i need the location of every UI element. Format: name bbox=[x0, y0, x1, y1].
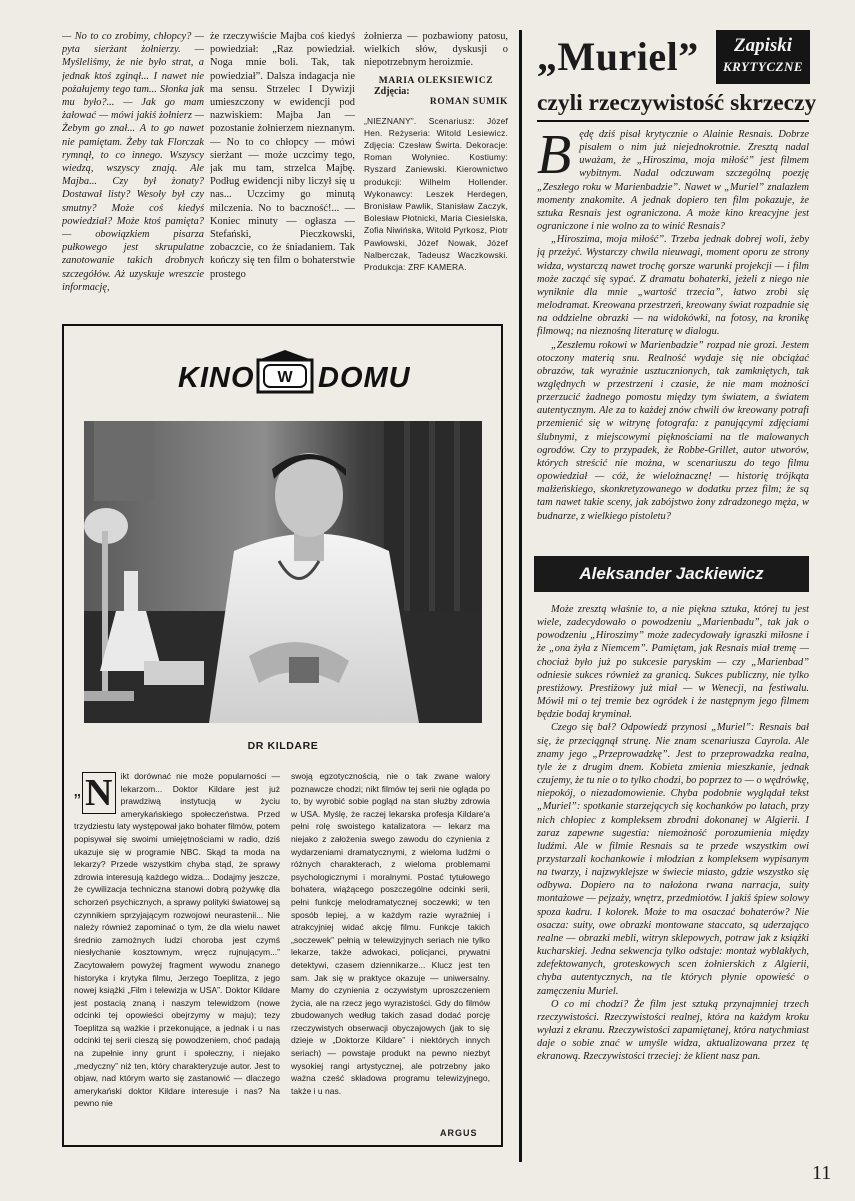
review-part2 bbox=[537, 603, 809, 1161]
argus-signature: ARGUS bbox=[440, 1128, 478, 1138]
badge-line-2: KRYTYCZNE bbox=[722, 59, 804, 74]
drop-cap-b: B bbox=[537, 128, 572, 186]
kino-col1: „ N ikt dorównać nie może popularności — lekarzom... Doktor Kildare jest już prawdziwą instytucją w życiu amerykańskiego społeczeństwa. Przed trzydziestu laty występował jako bohater filmów, potem popisywał się swoimi umiejętnościami w radio, dziś ukazuje się w programie NBC. Skąd ta moda na lekarzy? Przede wszystkim chyba stąd, że sprawy zdrowia interesują każdego widza... Dodajmy jeszcze, że cywilizacja techniczna stanowi dobrą pożywkę dla schorzeń psychicznych, a sprawy polityki światowej są czynnikiem sprzyjającym rozwojowi neurastenii... Nie należy również zapominać o tym, że dla wielu nawet średnio zamożnych ludzi choroba jest czymś niesłychanie kosztownym, wręcz rujnującym...” Zacytowałem powyżej fragment wywodu znanego historyka i krytyka filmu, Jerzego Toeplitza, z jego nowej książki „Film i telewizja w USA”. Doktor Kildare jest postacią znaną i naszym telewidzom (nowe odcinki tej opowieści obejrzymy w maju); tezy Toeplitza są ważkie i przekonujące, a jednak i u nas odcinki tej serii cieszą się powodzeniem, choć padają na zupełnie inny grunt i społeczny, i niejako „medyczny” niż ten, który charakteryzuje autor. Jest to objaw, nad którym warto się zastanowić — dlaczego amerykański doktor Kildare interesuje i nas? Na pewno nie bbox=[74, 771, 280, 1109]
kino-col1-text: ikt dorównać nie może popularności — lekarzom... Doktor Kildare jest już prawdziwą instytucją w życiu amerykańskiego społeczeństwa. Przed trzydziestu laty występował jako bohater filmów, potem popisywał się swoimi umiejętnościami w radio, dziś ukazuje się w programie NBC. Skąd ta moda na lekarzy? Przede wszystkim chyba stąd, że sprawy zdrowia interesują każdego widza... Dodajmy jeszcze, że cywilizacja techniczna stanowi dobrą pożywkę dla schorzeń psychicznych, a sprawy polityki światowej są czynnikiem sprzyjającym rozwojowi neurastenii... Nie należy również zapominać o tym, że dla wielu nawet średnio zamożnych ludzi choroba jest czymś niesłychanie kosztownym, wręcz rujnującym...” Zacytowałem powyżej fragment wywodu znanego historyka i krytyka filmu, Jerzego Toeplitza, z jego nowej książki „Film i telewizja w USA”. Doktor Kildare jest postacią znaną i naszym telewidzom (nowe odcinki tej opowieści obejrzymy w maju); tezy Toeplitza są ważkie i przekonujące, a jednak i u nas odcinki tej serii cieszą się powodzeniem, choć padają na zupełnie inny grunt i społeczny, i niejako „medyczny” niż ten, który charakteryzuje autor. Jest to objaw, nad którym warto się zastanowić — dlaczego amerykański doktor Kildare interesuje i nas? Na pewno nie bbox=[74, 771, 280, 1109]
kino-header bbox=[160, 348, 410, 396]
review-p1: ędę dziś pisał krytycznie o Alainie Resnais. Dobrze pisałem o nim już niejednokrotnie. Zresztą nadal uważam, że „Hiroszima, moja miłość” jest filmem wybitnym. Nadal odczuwam szczególną poezję „Zeszłego roku w Marienbadzie”. Nawet w „Muriel” znalazłem momenty znakomite. A jednak dopiero ten film pokazuje, że sztuka Resnais jest ograniczona. A może kino kreacyjne jest ograniczone i nie wolno za to winić Resnais? bbox=[537, 129, 809, 233]
review-p5: Czego się bał? Odpowiedź przynosi „Muriel”: Resnais bał się, że przeciągnął strunę. Nie znam scenariusza Cayrola. Ale znamy jego „Przeprowadzkę”. Jest to przeprowadzka realna, tyle że z drugim dnem. Kobieta zmienia mieszkanie, jednak czujemy, że tu nie o to tylko chodzi, bo poprzez to — o wędrówkę, niepokój, o niezadomowienie. Chyba podobnie wyglądał tekst „Muriel”: spotkanie starzejących się kochanków po latach, przy nich chłopiec z kompleksem zbrodni dokonanej w Algierii. I zaraz zapewne sugestia: niemożność porozumienia między ludźmi. Ale w filmie Resnais sa te przede wszystkim owi przystarzali kochankowie i młodzian z kompleksem wypisanym na twarzy, i najzwyklejsze w świecie miasto, gdzie wszystko się odbywa. Dopiero na to nałożona rwana narracja, suity montażowe — pejzaży, wnętrz, przedmiotów. I jakiś śpiew solowy spoza kadru. I kolorek. Może to ma osaczać bohaterów? Nie osacza: suity, owe obrazki montowane staccato, są uderzająco realne — obrazki mebli, witryn sklepowych, potraw jak z książki kucharskiej. Jedna sekwencja tylko odstaje: montaż wyblakłych, zdefektowanych, groteskowych scen żołnierskich z Algierii, chyba autentycznych, na tle których płynie opowieść o zamęczeniu Muriel. bbox=[537, 722, 809, 997]
article-end-col1-text: — No to co zrobimy, chłopcy? — pyta sierżant żołnierzy. — Myśleliśmy, że nie było strat, a jednak ktoś zginął... I nawet nie pożałujemy tego tam... Słonka jak mu było?... — Jak go mam żałować — mówi jakiś żołnierz — Żebym go znał... A to go nawet nie pamiętam. Żeby tak Florczak rymnął, to co innego. Wszyscy wiedzą, wszyscy znają. Ale Majba... Czy był żonaty? Dostawał listy? Wesoły był czy smutny? Może coś kiedyś powiedział? Może ktoś pamięta? — obowiązkiem pisarza pułkowego jest skrupulatne zanotowanie takich drobnych szczegółów. Aż uzyskuje wreszcie informację, bbox=[62, 31, 204, 293]
article-end-col1 bbox=[62, 30, 204, 312]
review-p2: „Hiroszima, moja miłość”. Trzeba jednak dobrej woli, żeby ją przeżyć. Wystarczy chwila nieuwagi, moment oporu ze strony widza, wystarczą nawet trochę gorsze warunki projekcji — i film może zacząć się sypać. Z dramatu bohaterki, jeżeli z niego nie wyniknie dla mnie „wartość trzecia”, łatwo zrobi się melodramat. Kreowana przestrzeń, kreowany świat rozpadnie się na oddzielne obrazki — na widokówki, na fotosy, na kronikę filmową; na nieznośną literaturę w dialogu. bbox=[537, 234, 809, 338]
review-p3: „Zeszłemu rokowi w Marienbadzie” rozpad nie grozi. Jestem otoczony materią snu. Realność wydaje się nie obciążać obrazów, tak wyraźnie usztucznionych, tak zamkniętych, tak względnych w przestrzeni i czasie, że nie mam możności przerzucić żadnego pomostu między tym światem, a światem autentycznym. Ale za to każdej znów chwili ów kreowany potrafi przemienić się w witrynę fotografa: z panującymi zdjęciami ślubnymi, z miejscowymi pięknościami na tle malowanych ogrodów. Czy to przypadek, że Robbe-Grillet, autor utworów, których streścić nie można, w scenariuszu do tego filmu opowiedział — cóż, że wielożnacznę! — historię trójkąta małżeńskiego, skonkretyzowanego w dodatku przez film; że są tam nawet takie sceny, jak zabójstwo żony zdradzonego męża, w budnarze, z wielkiego pistoletu? bbox=[537, 339, 809, 522]
photographer-name: ROMAN SUMIK bbox=[429, 96, 508, 107]
film-credits-text: „NIEZNANY”. Scenariusz: Józef Hen. Reżyseria: Witold Lesiewicz. Zdjęcia: Czesław Świrta. Dekoracje: Roman Wołyniec. Kostiumy: Ryszard Zaniewski. Kierownictwo produkcji: Wilhelm Hollender. Wykonawcy: Leszek Herdegen, Bronisław Pawlik, Stanisław Zaczyk, Bolesław Płotnicki, Maria Ciesielska, Zofia Niwińska, Witold Pyrkosz, Piotr Pawłowski, Józef Nowak, Józef Nalberczak, Tadeusz Waczkowski. Produkcja: ZRF KAMERA. bbox=[364, 115, 508, 273]
article-end-col2 bbox=[210, 30, 355, 312]
kino-header-right: DOMU bbox=[318, 362, 410, 394]
review-p4: Może zresztą właśnie to, a nie piękna sztuka, której tu jest wiele, zadecydowało o powodzeniu „Marienbadu”, tak jak o powodzeniu „Hiroszimy” może zadecydowały igraszki miłosne i że „ona żyła z Niemcem”. Pamiętam, jak Resnais miał tremę — chociaż było już po sukcesie paryskim — czy „Marienbad” odniesie sukces również za granicą. Sukces publiczny, nie tylko prestiżowy. Prestiżowy już miał — w Wenecji, na festiwalu. Mówił mi o tej tremie bez ogródek i że następnym jego filmem będzie bodaj kryminał. bbox=[537, 604, 809, 721]
author-banner: Aleksander Jackiewicz bbox=[534, 556, 809, 592]
kino-col2-text: swoją egzotycznością, nie o tak zwane walory poznawcze chodzi; nikt filmów tej serii nie ogląda po to, by wyrobić sobie pogląd na stan służby zdrowia w USA. Myślę, że raczej lekarska profesja Kildare'a pełni rolę swoistego katalizatora — lekarz ma niejako z założenia swego zawodu do czynienia z wydarzeniami dramatycznymi, z wieloma ludźmi o różnych charakterach, z wieloma problemami psychologicznymi i moralnymi. Postać tytułowego bohatera, wiążącego poszczególne odcinki serii, pełni funkcję melodramatycznej soczewki; w ten sposób lepiej, a w każdym razie wyraźniej i atrakcyjniej widać akcję filmu. Funkcje takich „soczewek” pełnią w telewizyjnych seriach nie tylko lekarze, także adwokaci, policjanci, prywatni detektywi, czasem dziennikarze... Klucz jest ten sam. Jak się w praktyce okazuje — uniwersalny. Mamy do czynienia z oczywistym uproszczeniem życia, ale na rzecz jego wyrazistości. Gdy do filmów zbudowanych według takich zasad dodać porcję rzeczywistych obserwacji obyczajowych (jak to się dzieje w „Doktorze Kildare” i niektórych innych seriach) — powstaje produkt na pewno niezbyt wysokiej rangi artystycznej, ale potrzebny jako ważna cześć składowa programu telewizyjnego, także i u nas. bbox=[291, 771, 490, 1096]
badge-line-1: Zapiski bbox=[733, 35, 793, 56]
drop-cap-n: N bbox=[82, 772, 116, 814]
review-subtitle: czyli rzeczywistość skrzeczy bbox=[537, 90, 817, 116]
kino-header-mid: W bbox=[277, 369, 293, 386]
author-name: MARIA OLEKSIEWICZ bbox=[378, 75, 494, 86]
article-end-col3 bbox=[364, 30, 508, 320]
film-credits bbox=[364, 115, 508, 274]
title-underline bbox=[537, 120, 809, 122]
review-p6: O co mi chodzi? Że film jest sztuką przynajmniej trzech rzeczywistości. Rzeczywistości realnej, która na każdym kroku wyłazi z ekranu. Rzeczywistości zapamiętanej, która natychmiast daje o sobie znać w umyśle widza, aktualizowana przez tę ekranową. Rzeczywistości trzeciej: że klient nasz pan. bbox=[537, 998, 809, 1063]
review-part1 bbox=[537, 128, 809, 558]
tv-set-icon bbox=[258, 350, 312, 392]
article-end-col3-text: żołnierza — pozbawiony patosu, wielkich słów, dyskusji o niepotrzebnym heroizmie. bbox=[364, 31, 508, 69]
photo-caption: DR KILDARE bbox=[247, 740, 319, 752]
column-divider bbox=[519, 30, 522, 1162]
page-number: 11 bbox=[812, 1162, 832, 1184]
article-end-col2-text: że rzeczywiście Majba coś kiedyś powiedział: „Raz powiedział. Noga mnie boli. Tak, tak powiedział”. Dalsza indagacja nie ma sensu. Strzelec I Dywizji umieszczony w ewidencji pod nazwiskiem: Majba Jan — pozostanie żołnierzem nieznanym. — No to co chłopcy — mówi sierżant — może uczcimy tego, jak mu tam, strzelca Majbę. Podług ewidencji niby liczył się u nas... Uczcimy go minutą milczenia. No to baczność!... — Koniec minuty — ogłasza — Stefański, Pieczkowski, zobaczcie, co że śniadaniem. Tak kończy się ten film o bohaterstwie prostego bbox=[210, 31, 355, 280]
review-title: „Muriel” bbox=[537, 34, 699, 79]
dr-kildare-photo bbox=[84, 421, 482, 723]
kino-header-art bbox=[160, 348, 410, 396]
zapiski-krytyczne-badge bbox=[716, 30, 810, 84]
photos-label: Zdjęcia: bbox=[374, 85, 410, 97]
dr-kildare-photo-art bbox=[84, 421, 482, 723]
kino-col2 bbox=[291, 770, 490, 1120]
kino-header-left: KINO bbox=[178, 362, 255, 394]
